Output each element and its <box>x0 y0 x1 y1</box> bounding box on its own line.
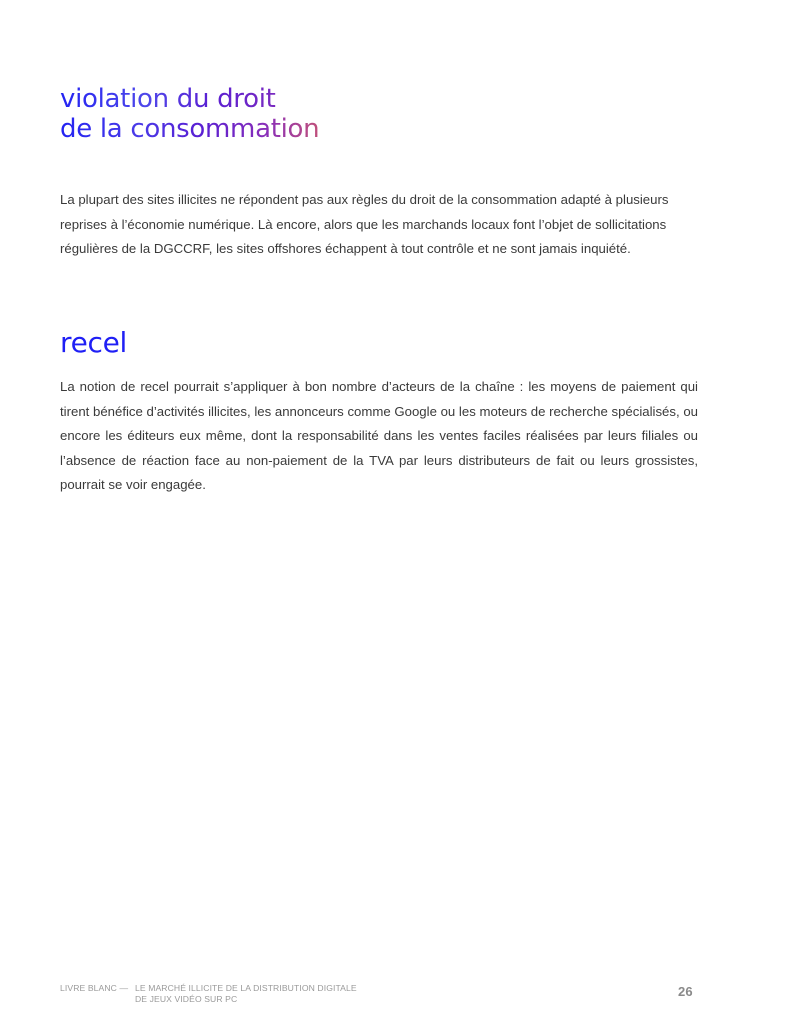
footer-title-line-1: LE MARCHÉ ILLICITE DE LA DISTRIBUTION DIGITALE <box>135 983 357 993</box>
section-title-consumer-law <box>60 84 319 144</box>
page-number: 26 <box>678 984 693 999</box>
recel-paragraph: La notion de recel pourrait s’appliquer à bon nombre d’acteurs de la chaîne : les moyens de paiement qui tirent bénéfice d’activités illicites, les annonceurs comme Google ou les moteurs de recherche spécialisés, ou encore les éditeurs eux même, dont la responsabilité dans les ventes faciles réalisées par leurs filiales ou l’absence de réaction face au non-paiement de la TVA par leurs distributeurs de fait ou leurs grossistes, pourrait se voir engagée. <box>60 379 698 492</box>
footer-document-title <box>135 983 357 1004</box>
page-footer <box>60 983 700 1013</box>
footer-label: LIVRE BLANC — <box>60 983 129 993</box>
footer-title-line-2: DE JEUX VIDÉO SUR PC <box>135 993 238 1004</box>
section-title-recel: recel <box>60 326 128 359</box>
section-title-line-1: violation du droit <box>60 84 276 114</box>
consumer-law-paragraph: La plupart des sites illicites ne répondent pas aux règles du droit de la consommation adapté à plusieurs reprises à l’économie numérique. Là encore, alors que les marchands locaux font l’objet de sollicitations régulières de la DGCCRF, les sites offshores échappent à tout contrôle et ne sont jamais inquiété. <box>60 192 669 256</box>
section-title-line-2: de la consommation <box>60 114 320 144</box>
